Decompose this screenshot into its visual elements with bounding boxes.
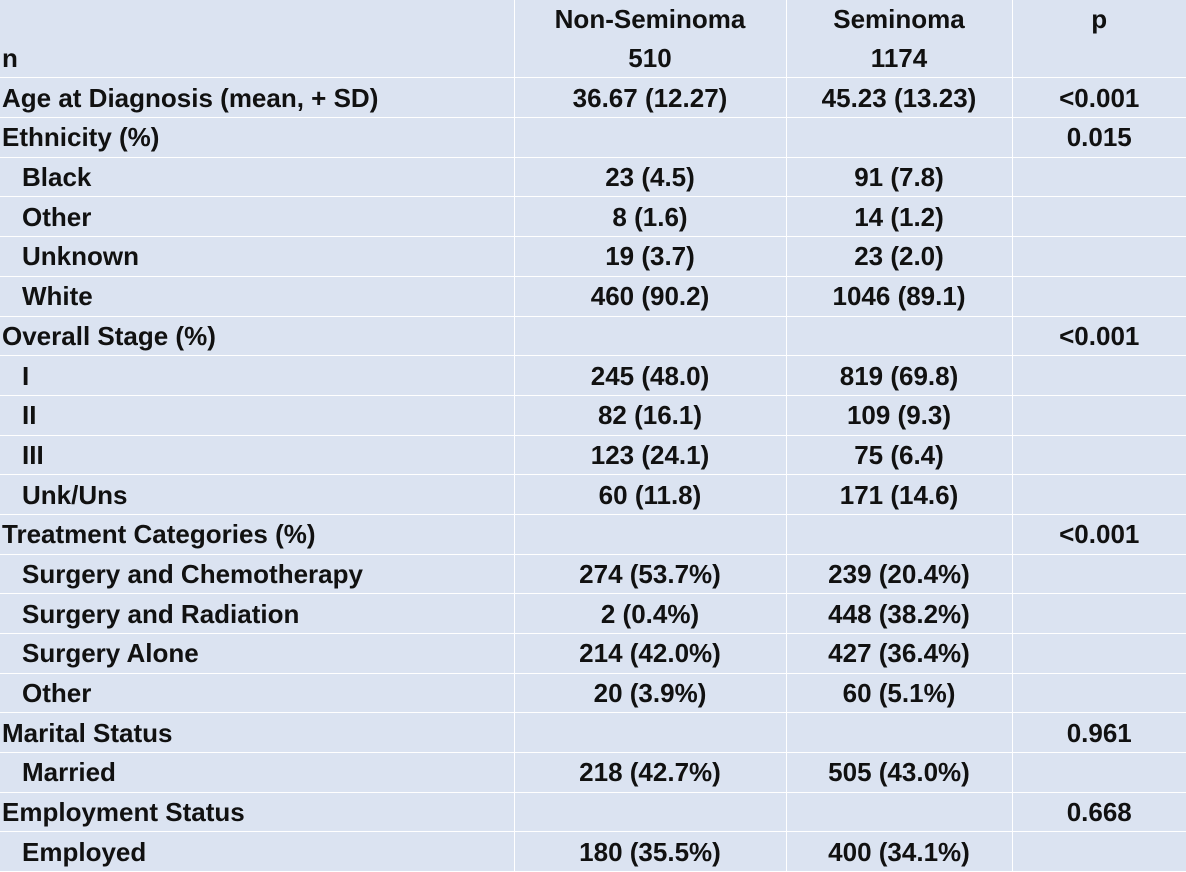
non-seminoma-cell: 245 (48.0)	[514, 356, 786, 396]
p-value-cell	[1012, 594, 1186, 634]
row-label-cell: n	[2, 43, 18, 74]
seminoma-cell: 14 (1.2)	[786, 197, 1012, 237]
table-row	[0, 276, 1186, 316]
p-value-cell: <0.001	[1012, 78, 1186, 118]
seminoma-cell: 45.23 (13.23)	[786, 78, 1012, 118]
row-label-cell: Surgery and Chemotherapy	[0, 554, 514, 594]
header-cell-non-seminoma: Non-Seminoma	[514, 0, 786, 39]
p-value-cell	[1012, 832, 1186, 872]
non-seminoma-cell: 2 (0.4%)	[514, 594, 786, 634]
p-value-cell	[1012, 634, 1186, 674]
table-row	[0, 514, 1186, 554]
seminoma-cell	[786, 118, 1012, 158]
non-seminoma-cell: 510	[514, 39, 786, 78]
table-row	[0, 554, 1186, 594]
p-value-cell: 0.668	[1012, 792, 1186, 832]
header-cell-seminoma: Seminoma	[786, 0, 1012, 39]
seminoma-cell: 1174	[786, 39, 1012, 78]
seminoma-cell: 819 (69.8)	[786, 356, 1012, 396]
p-value-cell	[1012, 475, 1186, 515]
non-seminoma-cell	[514, 514, 786, 554]
row-label-cell: Marital Status	[0, 713, 514, 753]
seminoma-cell: 91 (7.8)	[786, 157, 1012, 197]
p-value-cell	[1012, 753, 1186, 793]
p-value-cell	[1012, 39, 1186, 78]
seminoma-cell: 75 (6.4)	[786, 435, 1012, 475]
seminoma-cell	[786, 316, 1012, 356]
row-label-cell: Age at Diagnosis (mean, + SD)	[0, 78, 514, 118]
seminoma-cell: 109 (9.3)	[786, 395, 1012, 435]
p-value-cell	[1012, 356, 1186, 396]
seminoma-cell: 427 (36.4%)	[786, 634, 1012, 674]
row-label-cell: Ethnicity (%)	[0, 118, 514, 158]
row-label-cell: Unknown	[0, 237, 514, 277]
seminoma-cell	[786, 514, 1012, 554]
table-row	[0, 356, 1186, 396]
non-seminoma-cell	[514, 713, 786, 753]
p-value-cell	[1012, 276, 1186, 316]
p-value-cell: 0.961	[1012, 713, 1186, 753]
row-label-cell: Other	[0, 673, 514, 713]
row-label-cell: III	[0, 435, 514, 475]
row-label-cell: Unk/Uns	[0, 475, 514, 515]
p-value-cell	[1012, 395, 1186, 435]
p-value-cell: <0.001	[1012, 316, 1186, 356]
non-seminoma-cell: 20 (3.9%)	[514, 673, 786, 713]
row-label-cell: Employed	[0, 832, 514, 872]
row-label-cell: White	[0, 276, 514, 316]
table-row	[0, 713, 1186, 753]
non-seminoma-cell: 19 (3.7)	[514, 237, 786, 277]
seminoma-cell: 1046 (89.1)	[786, 276, 1012, 316]
non-seminoma-cell: 218 (42.7%)	[514, 753, 786, 793]
non-seminoma-cell	[514, 118, 786, 158]
row-label-cell: Surgery and Radiation	[0, 594, 514, 634]
non-seminoma-cell: 214 (42.0%)	[514, 634, 786, 674]
header-cell-label	[0, 0, 514, 39]
table-row	[0, 39, 1186, 78]
seminoma-cell: 505 (43.0%)	[786, 753, 1012, 793]
table-header	[0, 0, 1186, 39]
p-value-cell	[1012, 673, 1186, 713]
table-row	[0, 594, 1186, 634]
p-value-cell	[1012, 435, 1186, 475]
seminoma-cell: 448 (38.2%)	[786, 594, 1012, 634]
table-row	[0, 792, 1186, 832]
row-label-cell: Black	[0, 157, 514, 197]
seminoma-cell	[786, 792, 1012, 832]
non-seminoma-cell: 23 (4.5)	[514, 157, 786, 197]
non-seminoma-cell: 60 (11.8)	[514, 475, 786, 515]
table-row	[0, 395, 1186, 435]
table-row	[0, 316, 1186, 356]
seminoma-cell: 239 (20.4%)	[786, 554, 1012, 594]
table-row	[0, 832, 1186, 872]
table-body	[0, 39, 1186, 872]
row-label-cell: Surgery Alone	[0, 634, 514, 674]
non-seminoma-cell: 8 (1.6)	[514, 197, 786, 237]
non-seminoma-cell: 82 (16.1)	[514, 395, 786, 435]
table-row	[0, 197, 1186, 237]
p-value-cell	[1012, 157, 1186, 197]
seminoma-cell	[786, 713, 1012, 753]
p-value-cell	[1012, 554, 1186, 594]
row-label-cell: I	[0, 356, 514, 396]
seminoma-cell: 400 (34.1%)	[786, 832, 1012, 872]
table-row	[0, 118, 1186, 158]
seminoma-cell: 23 (2.0)	[786, 237, 1012, 277]
p-value-cell	[1012, 237, 1186, 277]
p-value-cell: 0.015	[1012, 118, 1186, 158]
seminoma-cell: 60 (5.1%)	[786, 673, 1012, 713]
table-row	[0, 753, 1186, 793]
p-value-cell: <0.001	[1012, 514, 1186, 554]
table-row	[0, 78, 1186, 118]
header-cell-p: p	[1012, 0, 1186, 39]
non-seminoma-cell: 274 (53.7%)	[514, 554, 786, 594]
row-label-cell: Overall Stage (%)	[0, 316, 514, 356]
non-seminoma-cell	[514, 792, 786, 832]
p-value-cell	[1012, 197, 1186, 237]
table-row	[0, 435, 1186, 475]
table-row	[0, 157, 1186, 197]
row-label-cell: Married	[0, 753, 514, 793]
non-seminoma-cell	[514, 316, 786, 356]
row-label-cell: Other	[0, 197, 514, 237]
non-seminoma-cell: 460 (90.2)	[514, 276, 786, 316]
row-label-cell: II	[0, 395, 514, 435]
non-seminoma-cell: 36.67 (12.27)	[514, 78, 786, 118]
table-row	[0, 673, 1186, 713]
table-row	[0, 475, 1186, 515]
row-label-cell: Treatment Categories (%)	[0, 514, 514, 554]
non-seminoma-cell: 180 (35.5%)	[514, 832, 786, 872]
seminoma-cell: 171 (14.6)	[786, 475, 1012, 515]
table-row	[0, 237, 1186, 277]
table-row	[0, 634, 1186, 674]
row-label-cell: Employment Status	[0, 792, 514, 832]
non-seminoma-cell: 123 (24.1)	[514, 435, 786, 475]
header-row	[0, 0, 1186, 39]
